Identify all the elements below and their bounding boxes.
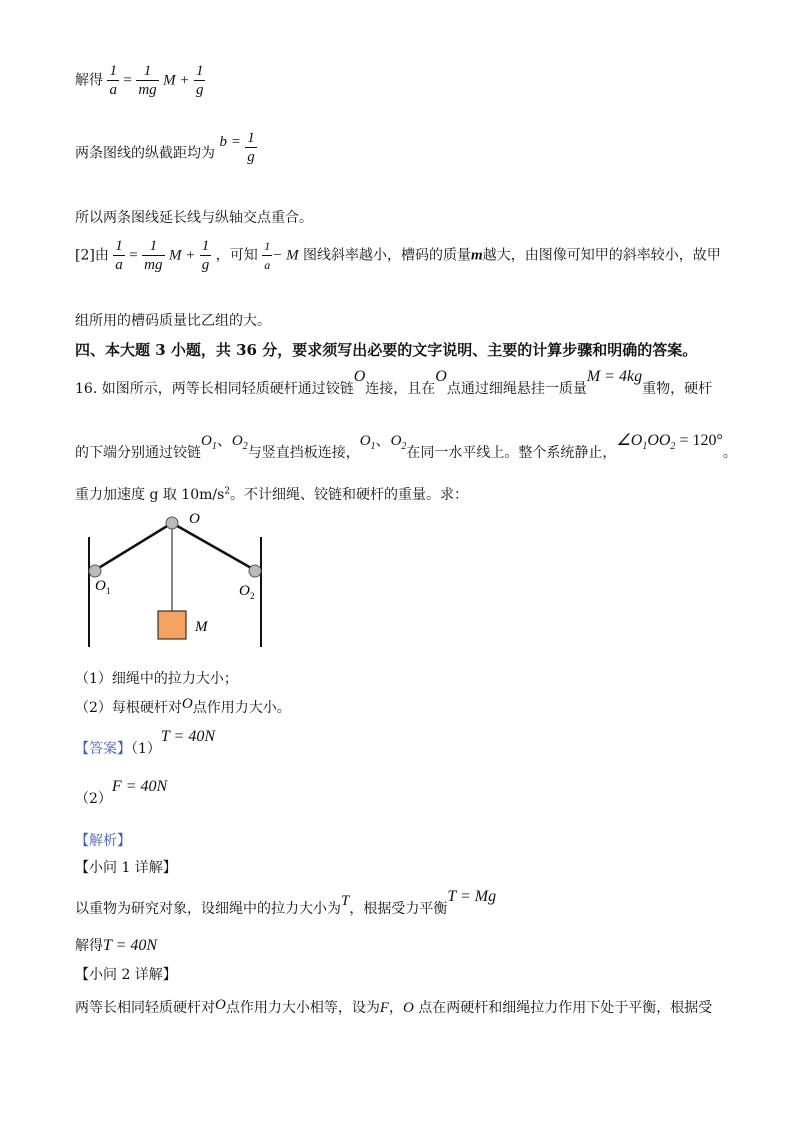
- solution-line-3: 所以两条图线延长线与纵轴交点重合。: [75, 210, 313, 226]
- fraction: $\frac{1}{a}$: [115, 238, 123, 273]
- label-o1-sub: 1: [106, 586, 111, 596]
- label-m: M: [195, 619, 208, 635]
- fraction: $\frac{1}{g}$: [201, 238, 210, 273]
- section-heading: 四、本大题 3 小题，共 36 分，要求须写出必要的文字说明、主要的计算步骤和明确的答案。: [75, 341, 698, 359]
- solution-line-1: 解得 $\frac{1}{a}$ = $\frac{1}{mg}$ M + $\frac{1}{g}$: [75, 63, 204, 98]
- hinge-o2: [249, 565, 261, 577]
- label-o2-sub: 2: [250, 591, 255, 601]
- analysis-line-2: 解得T = 40N: [75, 937, 158, 954]
- solution-line-2: 两条图线的纵截距均为 b = $\frac{1}{g}$: [75, 130, 255, 165]
- solution-line-4: [2]由 $\frac{1}{a}$ = $\frac{1}{mg}$ M + $\frac{1}{g}$ ，可知 $\frac{1}{a}$ − M 图线斜率越小，槽码的质量m越大，由图像可知甲的斜率较小，故甲: [75, 238, 721, 273]
- mass-box: [158, 611, 186, 639]
- q16-line-1: 16. 如图所示，两等长相同轻质硬杆通过铰链O连接，且在O点通过细绳悬挂一质量M = 4kg重物，硬杆: [75, 368, 713, 397]
- sub-heading-2: 【小问 2 详解】: [75, 967, 177, 983]
- label-o1: O: [95, 578, 106, 594]
- sub-heading-1: 【小问 1 详解】: [75, 860, 177, 876]
- solution-line-5: 组所用的槽码质量比乙组的大。: [75, 313, 271, 329]
- fraction: $\frac{1}{a}$: [109, 63, 117, 98]
- left-rod: [97, 523, 172, 569]
- answer-line-1: 【答案】（1）T = 40N: [75, 728, 215, 757]
- label-o2: O: [239, 583, 250, 599]
- fraction: $\frac{1}{mg}$: [144, 238, 163, 273]
- fraction: $\frac{1}{g}$: [247, 130, 255, 165]
- hinged-rods-figure: [75, 505, 275, 650]
- right-rod: [172, 523, 253, 569]
- hinge-o1: [89, 565, 101, 577]
- analysis-line-1: 以重物为研究对象，设细绳中的拉力大小为T，根据受力平衡T = Mg: [75, 888, 497, 917]
- q16-line-3: 重力加速度 g 取 $10m/s^2$。不计细绳、铰链和硬杆的重量。求：: [75, 486, 469, 503]
- analysis-line-3: 两等长相同轻质硬杆对O点作用力大小相等，设为F，O 点在两硬杆和细绳拉力作用下处于平衡，根据受: [75, 997, 713, 1016]
- fraction: $\frac{1}{mg}$: [138, 63, 157, 98]
- fraction: $\frac{1}{a}$: [264, 239, 271, 272]
- answer-line-2: （2）F = 40N: [75, 778, 168, 807]
- label-o: O: [189, 511, 200, 527]
- answer-1: T = 40N: [160, 728, 215, 745]
- answer-label: 【答案】: [75, 741, 131, 757]
- hinge-o: [166, 517, 178, 529]
- answer-2: F = 40N: [111, 778, 168, 795]
- fraction: $\frac{1}{g}$: [195, 63, 204, 98]
- analysis-label: 【解析】: [75, 833, 131, 849]
- sub-question-2: （2）每根硬杆对O点作用力大小。: [75, 696, 291, 716]
- sub-question-1: （1）细绳中的拉力大小；: [75, 671, 238, 687]
- q16-line-2: 的下端分别通过铰链$O_1$、$O_2$与竖直挡板连接，$O_1$、$O_2$在同一水平线上。整个系统静止，$\angle O_1OO_2 = 120^\circ$。: [75, 432, 737, 461]
